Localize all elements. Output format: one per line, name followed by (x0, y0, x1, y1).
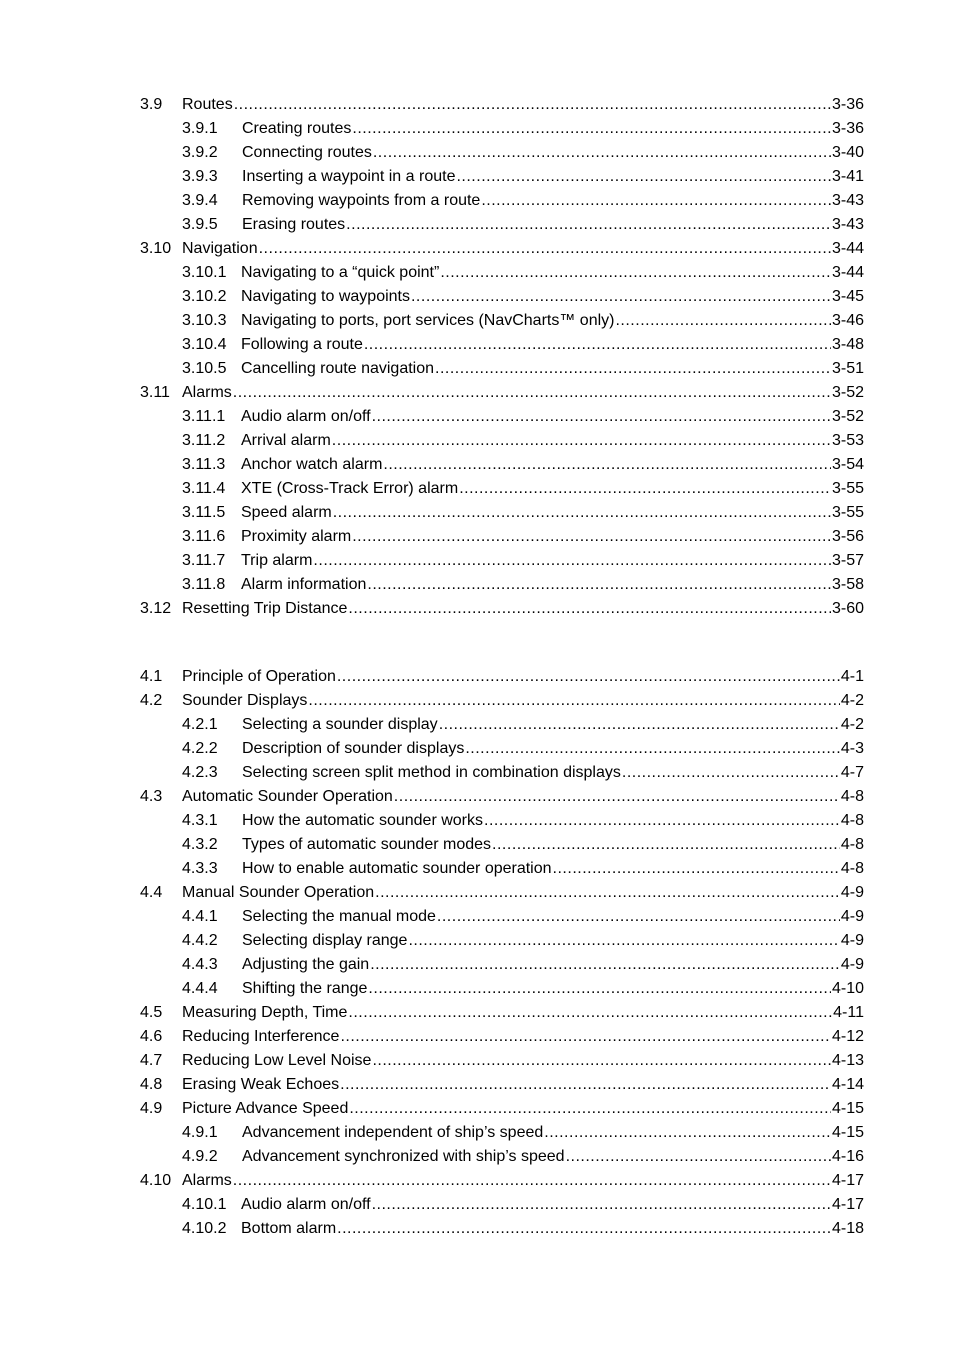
toc-entry-title: Selecting the manual mode (242, 905, 437, 929)
toc-dot-leader (337, 665, 840, 689)
toc-entry-title: Cancelling route navigation (241, 357, 435, 381)
toc-entry-page-number: 3-60 (831, 597, 864, 621)
toc-entry-title: Removing waypoints from a route (242, 189, 481, 213)
toc-entry-page-number: 3-46 (831, 309, 864, 333)
toc-entry[interactable] (140, 1121, 864, 1145)
toc-entry-line (241, 357, 864, 381)
toc-entry[interactable] (140, 1097, 864, 1121)
toc-entry-page-number: 3-44 (831, 261, 864, 285)
toc-entry-line (241, 429, 864, 453)
toc-entry-line (182, 1049, 864, 1073)
toc-entry-title: Following a route (241, 333, 364, 357)
toc-entry-page-number: 3-58 (831, 573, 864, 597)
toc-entry-line (242, 1145, 864, 1169)
toc-entry-line (242, 189, 864, 213)
toc-entry-page-number: 4-9 (840, 881, 864, 905)
toc-entry-line (241, 261, 864, 285)
toc-dot-leader (465, 737, 840, 761)
toc-dot-leader (440, 261, 831, 285)
toc-entry[interactable] (140, 1049, 864, 1073)
toc-entry-number: 3.9.5 (182, 213, 218, 237)
toc-entry-title: Types of automatic sounder modes (242, 833, 492, 857)
toc-entry-number: 3.10.3 (182, 309, 226, 333)
toc-entry[interactable] (140, 381, 864, 405)
toc-entry-line (242, 905, 864, 929)
toc-entry-number: 4.3.3 (182, 857, 218, 881)
toc-dot-leader (492, 833, 840, 857)
toc-entry-title: Proximity alarm (241, 525, 352, 549)
toc-dot-leader (364, 333, 831, 357)
toc-dot-leader (394, 785, 840, 809)
toc-entry[interactable] (140, 1169, 864, 1193)
toc-entry[interactable] (140, 93, 864, 117)
toc-entry-title: Resetting Trip Distance (182, 597, 348, 621)
toc-entry-line (241, 453, 864, 477)
toc-entry-title: Creating routes (242, 117, 352, 141)
toc-entry-number: 3.11.4 (182, 477, 225, 501)
toc-dot-leader (375, 881, 840, 905)
toc-dot-leader (348, 597, 831, 621)
toc-entry-title: Reducing Low Level Noise (182, 1049, 372, 1073)
toc-entry-number: 3.11.5 (182, 501, 225, 525)
toc-entry-page-number: 4-8 (840, 833, 864, 857)
toc-entry-page-number: 3-40 (831, 141, 864, 165)
toc-entry[interactable] (140, 597, 864, 621)
toc-entry-page-number: 4-9 (840, 953, 864, 977)
toc-entry-number: 4.7 (140, 1049, 162, 1073)
toc-entry[interactable] (140, 977, 864, 1001)
toc-entry-page-number: 4-12 (831, 1025, 864, 1049)
toc-entry[interactable] (140, 785, 864, 809)
toc-entry-line (182, 237, 864, 261)
toc-entry[interactable] (140, 1073, 864, 1097)
toc-entry-title: Sounder Displays (182, 689, 308, 713)
toc-entry-page-number: 4-13 (831, 1049, 864, 1073)
toc-entry[interactable] (140, 117, 864, 141)
toc-entry-page-number: 4-8 (840, 857, 864, 881)
toc-section-chapter-3 (140, 93, 864, 621)
toc-entry-title: Principle of Operation (182, 665, 337, 689)
toc-entry-number: 3.9 (140, 93, 162, 117)
toc-entry-number: 4.6 (140, 1025, 162, 1049)
toc-dot-leader (372, 1193, 831, 1217)
toc-dot-leader (340, 1073, 831, 1097)
toc-entry-number: 4.4.1 (182, 905, 218, 929)
toc-entry-line (182, 1073, 864, 1097)
toc-entry[interactable] (140, 929, 864, 953)
toc-entry-line (182, 665, 864, 689)
toc-entry-page-number: 4-16 (831, 1145, 864, 1169)
toc-dot-leader (233, 1169, 831, 1193)
toc-entry-page-number: 3-52 (831, 405, 864, 429)
toc-dot-leader (259, 237, 831, 261)
toc-dot-leader (383, 453, 831, 477)
toc-entry-page-number: 4-9 (840, 929, 864, 953)
toc-entry[interactable] (140, 1217, 864, 1241)
toc-entry[interactable] (140, 261, 864, 285)
toc-entry-line (182, 381, 864, 405)
toc-dot-leader (566, 1145, 831, 1169)
toc-entry[interactable] (140, 501, 864, 525)
toc-entry-line (182, 1169, 864, 1193)
toc-entry-number: 3.11.7 (182, 549, 225, 573)
toc-entry-line (242, 713, 864, 737)
toc-dot-leader (435, 357, 831, 381)
toc-dot-leader (349, 1097, 831, 1121)
toc-entry-line (242, 213, 864, 237)
toc-dot-leader (459, 477, 831, 501)
toc-entry-title: Arrival alarm (241, 429, 332, 453)
toc-dot-leader (439, 713, 840, 737)
toc-dot-leader (340, 1025, 831, 1049)
toc-entry-page-number: 3-43 (831, 213, 864, 237)
toc-entry-line (242, 833, 864, 857)
toc-dot-leader (484, 809, 840, 833)
toc-entry-title: Speed alarm (241, 501, 333, 525)
toc-entry-page-number: 3-57 (831, 549, 864, 573)
toc-entry[interactable] (140, 141, 864, 165)
toc-entry-line (241, 285, 864, 309)
toc-entry-title: Inserting a waypoint in a route (242, 165, 456, 189)
toc-dot-leader (348, 1001, 832, 1025)
toc-dot-leader (372, 405, 831, 429)
toc-entry-page-number: 3-41 (831, 165, 864, 189)
toc-entry[interactable] (140, 689, 864, 713)
toc-entry[interactable] (140, 525, 864, 549)
toc-dot-leader (233, 381, 831, 405)
toc-entry-line (242, 977, 864, 1001)
toc-entry-number: 4.9 (140, 1097, 162, 1121)
toc-entry-number: 4.8 (140, 1073, 162, 1097)
toc-entry-title: Routes (182, 93, 234, 117)
toc-entry[interactable] (140, 285, 864, 309)
toc-entry-line (242, 141, 864, 165)
toc-dot-leader (372, 1049, 831, 1073)
toc-entry-line (182, 785, 864, 809)
toc-entry-page-number: 3-36 (831, 117, 864, 141)
toc-entry-page-number: 4-3 (840, 737, 864, 761)
toc-entry-page-number: 3-52 (831, 381, 864, 405)
toc-entry-number: 4.2.3 (182, 761, 218, 785)
toc-entry-line (182, 1097, 864, 1121)
toc-dot-leader (615, 309, 831, 333)
toc-entry-title: XTE (Cross-Track Error) alarm (241, 477, 459, 501)
toc-entry-page-number: 3-36 (831, 93, 864, 117)
toc-entry-number: 3.9.4 (182, 189, 218, 213)
toc-entry-line (242, 737, 864, 761)
toc-entry-number: 3.10.2 (182, 285, 226, 309)
toc-entry[interactable] (140, 809, 864, 833)
toc-entry-title: Advancement synchronized with ship’s speed (242, 1145, 566, 1169)
toc-entry-line (241, 573, 864, 597)
toc-entry[interactable] (140, 453, 864, 477)
toc-entry-page-number: 4-2 (840, 713, 864, 737)
toc-entry-line (242, 761, 864, 785)
toc-entry-page-number: 4-11 (832, 1001, 864, 1025)
toc-dot-leader (313, 549, 831, 573)
toc-entry-page-number: 4-14 (831, 1073, 864, 1097)
toc-entry-title: Measuring Depth, Time (182, 1001, 348, 1025)
toc-entry[interactable] (140, 857, 864, 881)
toc-entry-number: 3.11.8 (182, 573, 225, 597)
toc-entry-title: Description of sounder displays (242, 737, 465, 761)
toc-section-chapter-4 (140, 665, 864, 1241)
toc-entry-title: Alarms (182, 1169, 233, 1193)
toc-dot-leader (553, 857, 840, 881)
toc-dot-leader (332, 429, 831, 453)
toc-entry-line (241, 333, 864, 357)
toc-entry[interactable] (140, 1001, 864, 1025)
toc-entry-page-number: 4-8 (840, 809, 864, 833)
toc-entry-page-number: 4-15 (831, 1097, 864, 1121)
toc-entry-page-number: 3-45 (831, 285, 864, 309)
toc-dot-leader (308, 689, 839, 713)
toc-entry-page-number: 4-15 (831, 1121, 864, 1145)
toc-entry-title: Trip alarm (241, 549, 313, 573)
toc-entry-title: How to enable automatic sounder operation (242, 857, 553, 881)
toc-entry-line (242, 953, 864, 977)
toc-entry-line (182, 881, 864, 905)
toc-entry-page-number: 3-54 (831, 453, 864, 477)
toc-entry-line (182, 1025, 864, 1049)
toc-entry-title: Audio alarm on/off (241, 1193, 372, 1217)
toc-entry-line (241, 501, 864, 525)
toc-dot-leader (408, 929, 839, 953)
toc-entry[interactable] (140, 333, 864, 357)
toc-entry-title: How the automatic sounder works (242, 809, 484, 833)
toc-entry-page-number: 4-10 (831, 977, 864, 1001)
toc-entry-line (242, 1121, 864, 1145)
toc-entry[interactable] (140, 165, 864, 189)
toc-entry-page-number: 4-17 (831, 1193, 864, 1217)
toc-entry-number: 3.10.1 (182, 261, 226, 285)
toc-entry[interactable] (140, 1025, 864, 1049)
toc-entry-number: 4.3.1 (182, 809, 218, 833)
toc-entry[interactable] (140, 309, 864, 333)
toc-entry-line (242, 929, 864, 953)
toc-entry[interactable] (140, 357, 864, 381)
toc-entry-page-number: 4-9 (840, 905, 864, 929)
toc-entry[interactable] (140, 405, 864, 429)
toc-entry-page-number: 3-44 (831, 237, 864, 261)
toc-dot-leader (337, 1217, 831, 1241)
toc-entry-title: Alarm information (241, 573, 367, 597)
toc-entry[interactable] (140, 905, 864, 929)
toc-entry-number: 4.2.1 (182, 713, 218, 737)
toc-entry-number: 3.11.3 (182, 453, 225, 477)
toc-entry[interactable] (140, 189, 864, 213)
toc-entry-number: 3.10.5 (182, 357, 226, 381)
toc-dot-leader (333, 501, 831, 525)
toc-entry-number: 4.1 (140, 665, 162, 689)
toc-dot-leader (544, 1121, 831, 1145)
toc-entry-title: Selecting screen split method in combination displays (242, 761, 622, 785)
toc-entry-line (182, 689, 864, 713)
toc-entry-line (182, 93, 864, 117)
toc-entry-number: 4.9.2 (182, 1145, 218, 1169)
toc-entry-title: Selecting display range (242, 929, 408, 953)
toc-entry-line (241, 549, 864, 573)
toc-entry[interactable] (140, 549, 864, 573)
toc-dot-leader (373, 141, 831, 165)
toc-entry-number: 4.10.2 (182, 1217, 226, 1241)
toc-entry-title: Navigating to ports, port services (NavCharts™ only) (241, 309, 615, 333)
toc-entry-line (241, 1193, 864, 1217)
toc-entry[interactable] (140, 1145, 864, 1169)
toc-entry[interactable] (140, 477, 864, 501)
toc-entry[interactable] (140, 237, 864, 261)
toc-entry-title: Erasing Weak Echoes (182, 1073, 340, 1097)
toc-entry-line (242, 165, 864, 189)
toc-dot-leader (367, 573, 831, 597)
toc-entry[interactable] (140, 1193, 864, 1217)
toc-entry-number: 4.9.1 (182, 1121, 218, 1145)
toc-entry-page-number: 4-7 (840, 761, 864, 785)
toc-entry-number: 4.3 (140, 785, 162, 809)
toc-entry-title: Navigating to waypoints (241, 285, 411, 309)
toc-entry-number: 3.12 (140, 597, 171, 621)
toc-dot-leader (352, 525, 831, 549)
toc-entry-number: 4.4 (140, 881, 162, 905)
toc-entry-line (242, 809, 864, 833)
toc-entry-page-number: 4-1 (840, 665, 864, 689)
toc-dot-leader (346, 213, 831, 237)
toc-entry-title: Navigation (182, 237, 259, 261)
toc-dot-leader (456, 165, 831, 189)
toc-entry-line (241, 477, 864, 501)
toc-entry-number: 4.5 (140, 1001, 162, 1025)
toc-entry-number: 3.9.3 (182, 165, 218, 189)
toc-entry-line (241, 309, 864, 333)
toc-entry-line (182, 1001, 864, 1025)
toc-entry-title: Anchor watch alarm (241, 453, 383, 477)
toc-dot-leader (368, 977, 831, 1001)
toc-entry-page-number: 3-55 (831, 477, 864, 501)
toc-entry-page-number: 3-48 (831, 333, 864, 357)
toc-entry[interactable] (140, 737, 864, 761)
toc-dot-leader (352, 117, 831, 141)
toc-entry[interactable] (140, 881, 864, 905)
toc-entry-number: 4.10 (140, 1169, 171, 1193)
toc-entry-line (182, 597, 864, 621)
toc-entry-number: 4.4.2 (182, 929, 218, 953)
toc-entry-page-number: 4-18 (831, 1217, 864, 1241)
toc-entry[interactable] (140, 953, 864, 977)
toc-entry-title: Connecting routes (242, 141, 373, 165)
toc-entry-line (241, 525, 864, 549)
toc-entry-title: Advancement independent of ship’s speed (242, 1121, 544, 1145)
toc-entry-title: Audio alarm on/off (241, 405, 372, 429)
toc-entry[interactable] (140, 665, 864, 689)
toc-entry-title: Alarms (182, 381, 233, 405)
toc-entry-page-number: 3-43 (831, 189, 864, 213)
toc-entry[interactable] (140, 429, 864, 453)
toc-dot-leader (622, 761, 840, 785)
toc-entry-title: Selecting a sounder display (242, 713, 439, 737)
toc-entry-page-number: 3-56 (831, 525, 864, 549)
toc-entry-title: Manual Sounder Operation (182, 881, 375, 905)
toc-entry-number: 3.10.4 (182, 333, 226, 357)
toc-entry[interactable] (140, 761, 864, 785)
toc-entry-page-number: 3-55 (831, 501, 864, 525)
toc-entry-number: 4.2.2 (182, 737, 218, 761)
toc-entry-page-number: 4-17 (831, 1169, 864, 1193)
toc-entry-number: 3.11.2 (182, 429, 225, 453)
toc-entry-title: Bottom alarm (241, 1217, 337, 1241)
toc-entry-line (241, 1217, 864, 1241)
toc-entry-page-number: 4-8 (840, 785, 864, 809)
toc-entry-number: 4.4.3 (182, 953, 218, 977)
toc-entry-number: 3.9.1 (182, 117, 218, 141)
toc-entry[interactable] (140, 713, 864, 737)
toc-entry-page-number: 3-53 (831, 429, 864, 453)
toc-entry-line (242, 857, 864, 881)
toc-entry-page-number: 4-2 (840, 689, 864, 713)
toc-dot-leader (234, 93, 831, 117)
toc-entry-number: 4.3.2 (182, 833, 218, 857)
toc-entry-title: Navigating to a “quick point” (241, 261, 440, 285)
toc-entry-number: 3.11 (140, 381, 170, 405)
toc-entry-title: Adjusting the gain (242, 953, 370, 977)
toc-entry-number: 4.10.1 (182, 1193, 226, 1217)
toc-entry-title: Shifting the range (242, 977, 368, 1001)
toc-entry-title: Picture Advance Speed (182, 1097, 349, 1121)
toc-entry-number: 4.4.4 (182, 977, 218, 1001)
toc-entry-number: 3.9.2 (182, 141, 218, 165)
toc-entry-line (242, 117, 864, 141)
toc-entry-number: 3.11.6 (182, 525, 225, 549)
toc-entry[interactable] (140, 573, 864, 597)
toc-entry-number: 3.10 (140, 237, 171, 261)
toc-entry-title: Reducing Interference (182, 1025, 340, 1049)
toc-entry-title: Erasing routes (242, 213, 346, 237)
toc-dot-leader (411, 285, 831, 309)
toc-dot-leader (481, 189, 831, 213)
toc-entry[interactable] (140, 833, 864, 857)
toc-entry-page-number: 3-51 (831, 357, 864, 381)
toc-dot-leader (437, 905, 840, 929)
toc-entry-title: Automatic Sounder Operation (182, 785, 394, 809)
toc-entry[interactable] (140, 213, 864, 237)
toc-entry-line (241, 405, 864, 429)
toc-dot-leader (370, 953, 840, 977)
toc-entry-number: 3.11.1 (182, 405, 225, 429)
toc-entry-number: 4.2 (140, 689, 162, 713)
